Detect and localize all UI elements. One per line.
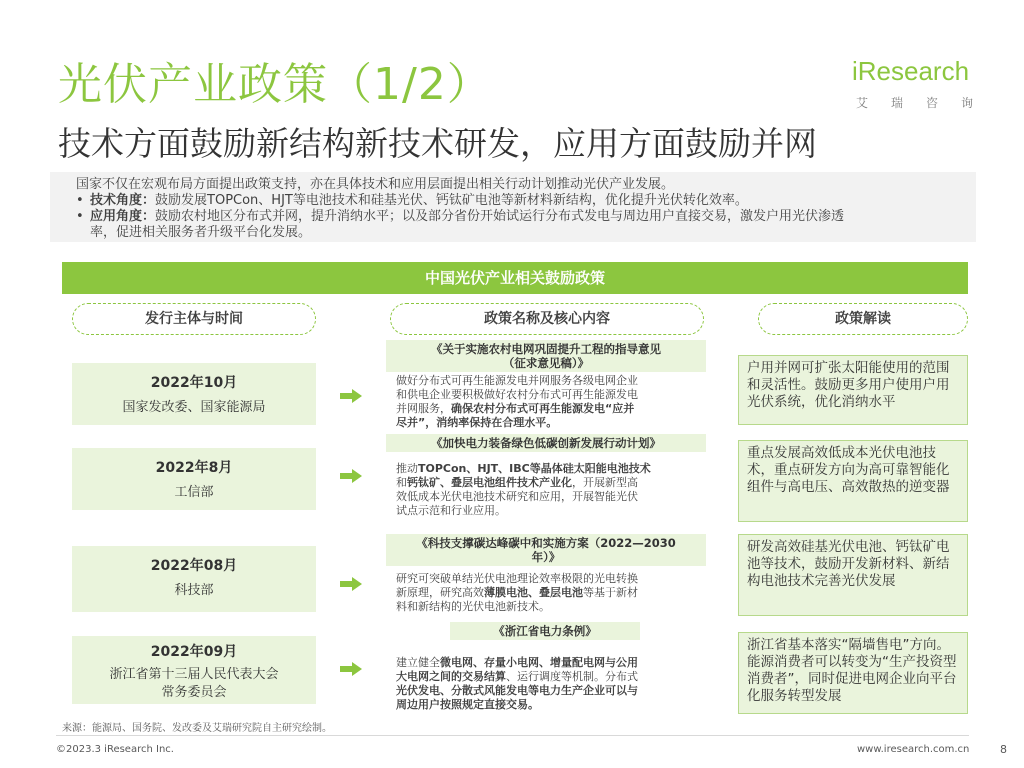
interpretation-cell: 研发高效硅基光伏电池、钙钛矿电池等技术，鼓励开发新材料、新结构电池技术完善光伏发展 (738, 534, 968, 616)
policy-content-text: 和供电企业要积极做好农村分布式可再生能源发电 (396, 388, 638, 401)
policy-content-emphasis: 光伏发电、分散式风能发电等电力生产企业可以与 (396, 684, 638, 697)
policy-content-line (396, 572, 702, 586)
policy-title-line: 《科技支撑碳达峰碳中和实施方案（2022—2030 (416, 536, 676, 550)
issue-date: 2022年08月 (150, 558, 238, 574)
policy-title (386, 434, 706, 452)
policy-content-emphasis: 微电网、存量小电网、增量配电网与公用 (440, 656, 638, 669)
interpretation-cell: 浙江省基本落实“隔墙售电”方向。能源消费者可以转变为“生产投资型消费者”，同时促进电网企业向平台化服务转型发展 (738, 632, 968, 714)
policy-title (450, 622, 640, 640)
table-banner: 中国光伏产业相关鼓励政策 (62, 262, 968, 294)
policy-content-line (396, 416, 702, 430)
policy-title (386, 534, 706, 566)
policy-title-line: 《浙江省电力条例》 (493, 624, 597, 638)
policy-content-text: 、运行调度等机制。分布式 (506, 670, 638, 683)
issue-date: 2022年10月 (150, 375, 238, 391)
policy-content-line (396, 656, 702, 670)
logo-char: 艾 (856, 96, 869, 110)
intro-bullet-app-cont: 率，促进相关服务者升级平台化发展。 (90, 225, 312, 240)
bullet-text: 鼓励发展TOPCon、HJT等电池技术和硅基光伏、钙钛矿电池等新材料新结构，优化提升光伏转化效率。 (155, 193, 748, 208)
issuer-org (72, 666, 316, 702)
logo-char: 咨 (925, 96, 938, 110)
logo-wordmark: iResearch (852, 56, 970, 86)
issuer-cell (72, 546, 316, 612)
page-title: 光伏产业政策（1/2） (58, 59, 492, 110)
policy-content-text: 推动 (396, 462, 418, 475)
issuer-org (72, 484, 316, 502)
policy-content-line (396, 388, 702, 402)
policy-content-emphasis: 钙钛矿、叠层电池组件技术产业化 (407, 476, 572, 489)
policy-content-line (396, 402, 702, 416)
policy-content-text: 做好分布式可再生能源发电并网服务各级电网企业 (396, 374, 638, 387)
policy-content-emphasis: 薄膜电池、叠层电池 (484, 586, 583, 599)
column-header-issuer: 发行主体与时间 (72, 303, 316, 335)
issuer-org (72, 582, 316, 600)
policy-content-text: 料和新结构的光伏电池新技术。 (396, 600, 550, 613)
intro-bullet-tech (76, 193, 844, 209)
column-header-policy: 政策名称及核心内容 (390, 303, 704, 335)
intro-line: 国家不仅在宏观布局方面提出政策支持，亦在具体技术和应用层面提出相关行动计划推动光伏产业发展。 (76, 177, 675, 192)
site-url: www.iresearch.com.cn (857, 744, 970, 755)
policy-content-emphasis: 周边用户按照规定直接交易。 (396, 698, 539, 711)
issuer-cell (72, 636, 316, 704)
policy-content-line (396, 586, 702, 600)
policy-content-text: 研究可突破单结光伏电池理论效率极限的光电转换 (396, 572, 638, 585)
issue-date: 2022年8月 (155, 460, 233, 476)
policy-title-line: 年）》 (531, 550, 561, 564)
column-header-interpretation: 政策解读 (758, 303, 968, 335)
policy-content-line (396, 504, 702, 518)
arrow-right-icon (340, 662, 362, 676)
logo-char: 瑞 (890, 96, 903, 110)
policy-content-line (396, 374, 702, 388)
interpretation-cell: 重点发展高效低成本光伏电池技术，重点研发方向为高可靠智能化组件与高电压、高效散热的逆变器 (738, 440, 968, 522)
policy-content-text: 新原理，研究高效 (396, 586, 484, 599)
policy-content-line (396, 462, 702, 476)
policy-content (396, 572, 702, 614)
policy-title-line: （征求意见稿）》 (502, 356, 590, 370)
policy-title-line: 《加快电力装备绿色低碳创新发展行动计划》 (431, 436, 661, 450)
issuer-org-line: 浙江省第十三届人民代表大会 (109, 667, 279, 682)
policy-content-text: 等基于新材 (583, 586, 638, 599)
policy-title-line: 《关于实施农村电网巩固提升工程的指导意见 (431, 342, 661, 356)
issuer-org (72, 399, 316, 417)
policy-title (386, 340, 706, 372)
interpretation-cell: 户用并网可扩张太阳能使用的范围和灵活性。鼓励更多用户使用户用光伏系统，优化消纳水平 (738, 355, 968, 425)
policy-content-text: 并网服务， (396, 402, 451, 415)
issue-date: 2022年09月 (150, 644, 238, 660)
policy-content-text: ，开展新型高 (572, 476, 638, 489)
intro-bullet-app (76, 209, 844, 225)
copyright: ©2023.3 iResearch Inc. (56, 744, 174, 755)
logo-subtext (852, 94, 977, 111)
logo-char: 询 (960, 96, 973, 110)
bullet-text: 鼓励农村地区分布式并网，提升消纳水平；以及部分省份开始试运行分布式发电与周边用户直接交易，激发户用光伏渗透 (155, 209, 845, 224)
policy-content-emphasis: TOPCon、HJT、IBC等晶体硅太阳能电池技术 (418, 462, 651, 475)
arrow-right-icon (340, 577, 362, 591)
policy-content-line (396, 684, 702, 698)
issuer-cell (72, 363, 316, 425)
policy-content-text: 效低成本光伏电池技术研究和应用，开展智能光伏 (396, 490, 638, 503)
policy-content-emphasis: 确保农村分布式可再生能源发电“应并 (451, 402, 635, 415)
issuer-org-line: 科技部 (174, 583, 214, 598)
intro-text (76, 177, 844, 241)
policy-content-line (396, 490, 702, 504)
arrow-right-icon (340, 469, 362, 483)
policy-content (396, 462, 702, 518)
policy-content (396, 374, 702, 430)
arrow-right-icon (340, 389, 362, 403)
policy-content-line (396, 670, 702, 684)
bullet-label: 应用角度： (90, 209, 156, 224)
page-number: 8 (1000, 743, 1007, 756)
issuer-org-line: 国家发改委、国家能源局 (122, 400, 266, 415)
policy-content-emphasis: 大电网之间的交易结算 (396, 670, 506, 683)
bullet-dot: • (76, 209, 84, 224)
policy-content-emphasis: 尽并”，消纳率保持在合理水平。 (396, 416, 558, 429)
policy-content-text: 建立健全 (396, 656, 440, 669)
issuer-org-line: 常务委员会 (161, 685, 227, 700)
iresearch-logo (852, 52, 977, 122)
policy-content (396, 656, 702, 712)
issuer-cell (72, 448, 316, 510)
bullet-label: 技术角度： (90, 193, 156, 208)
source-note: 来源：能源局、国务院、发改委及艾瑞研究院自主研究绘制。 (62, 723, 332, 734)
footer-divider (56, 735, 969, 736)
policy-content-text: 和 (396, 476, 407, 489)
policy-content-line (396, 698, 702, 712)
policy-content-line (396, 476, 702, 490)
policy-content-line (396, 600, 702, 614)
page-subtitle: 技术方面鼓励新结构新技术研发，应用方面鼓励并网 (58, 124, 817, 163)
policy-content-text: 试点示范和行业应用。 (396, 504, 506, 517)
bullet-dot: • (76, 193, 84, 208)
issuer-org-line: 工信部 (174, 485, 214, 500)
